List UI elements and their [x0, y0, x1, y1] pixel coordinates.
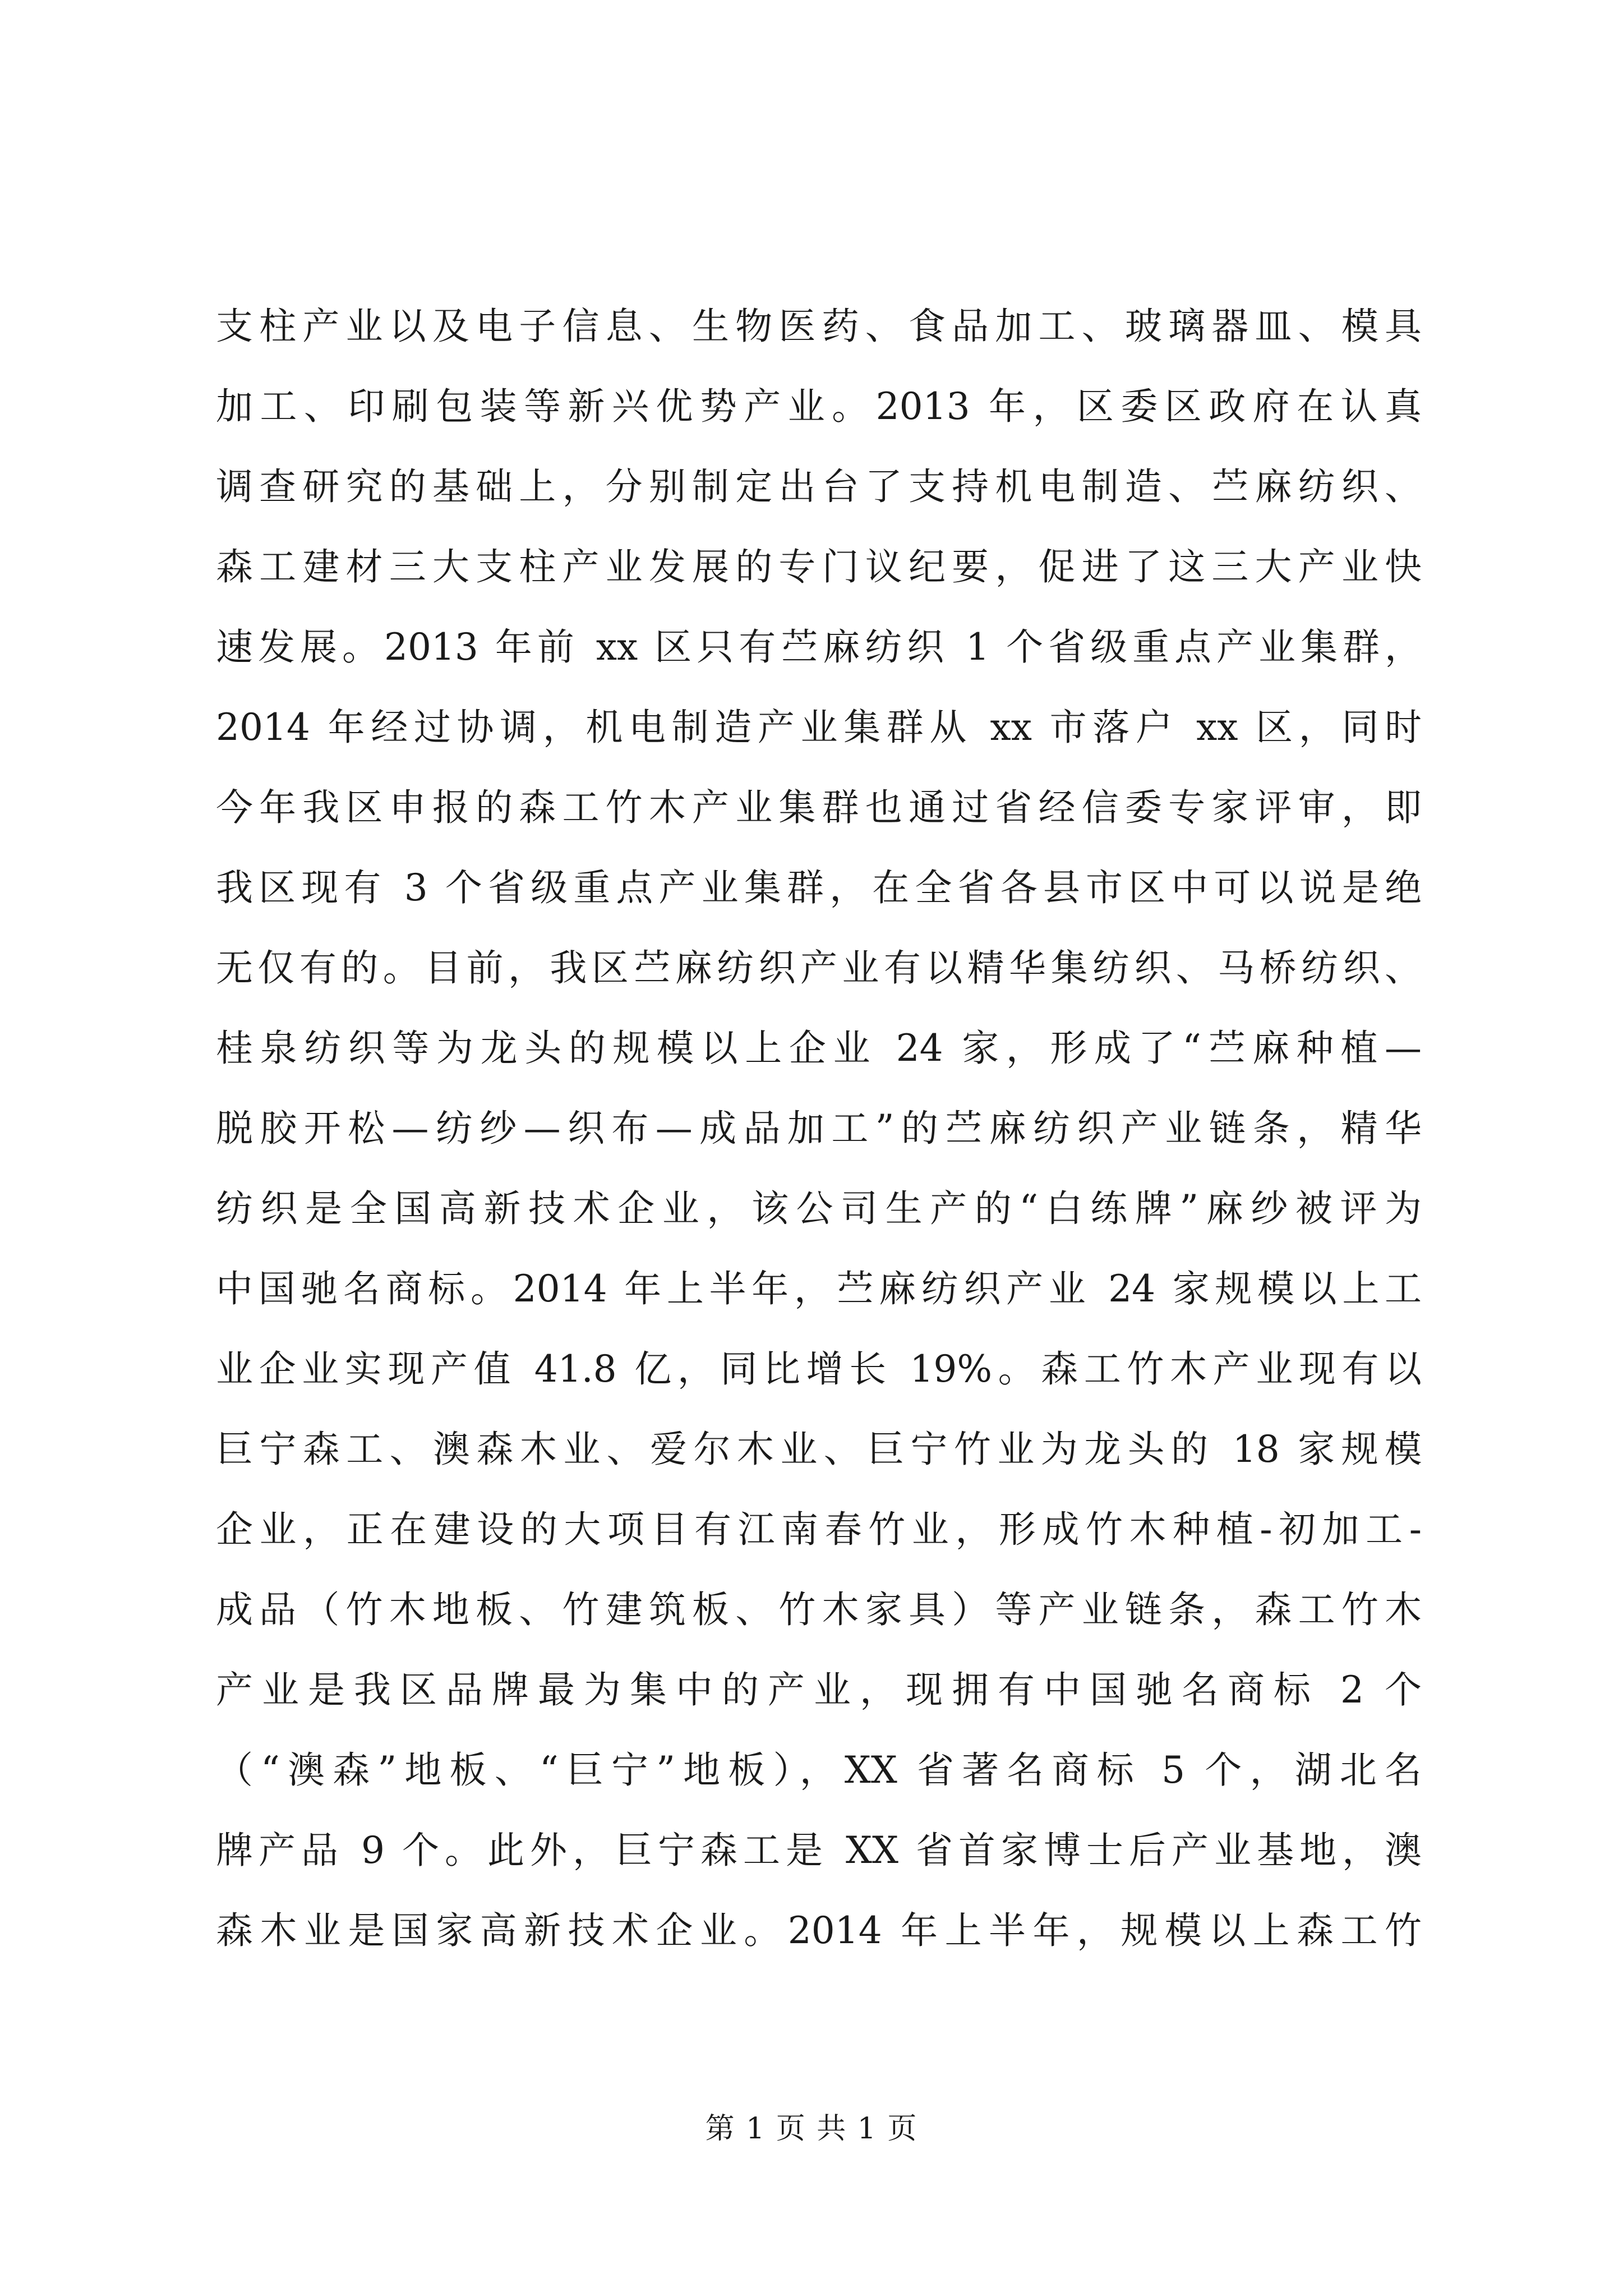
- body-text: [216, 286, 1422, 1971]
- text-line: 加工、印刷包装等新兴优势产业。2013 年，区委区政府在认真: [216, 385, 1422, 428]
- text-line: 2014 年经过协调，机电制造产业集群从 xx 市落户 xx 区，同时: [216, 706, 1422, 749]
- text-line: 支柱产业以及电子信息、生物医药、食品加工、玻璃器皿、模具: [216, 305, 1422, 348]
- text-line: 牌产品 9 个。此外，巨宁森工是 XX 省首家博士后产业基地，澳: [216, 1829, 1422, 1872]
- text-line: 桂泉纺织等为龙头的规模以上企业 24 家，形成了“苎麻种植—: [216, 1027, 1422, 1070]
- text-line: 业企业实现产值 41.8 亿，同比增长 19%。森工竹木产业现有以: [216, 1347, 1422, 1391]
- text-line: 脱胶开松—纺纱—织布—成品加工”的苎麻纺织产业链条，精华: [216, 1107, 1422, 1150]
- text-line: 企业，正在建设的大项目有江南春竹业，形成竹木种植-初加工-: [216, 1508, 1422, 1551]
- text-line: 巨宁森工、澳森木业、爱尔木业、巨宁竹业为龙头的 18 家规模: [216, 1428, 1422, 1471]
- text-line: 成品（竹木地板、竹建筑板、竹木家具）等产业链条，森工竹木: [216, 1588, 1422, 1631]
- text-line: 纺织是全国高新技术企业，该公司生产的“白练牌”麻纱被评为: [216, 1187, 1422, 1230]
- text-line: 产业是我区品牌最为集中的产业，现拥有中国驰名商标 2 个: [216, 1668, 1422, 1711]
- text-line: 无仅有的。目前，我区苎麻纺织产业有以精华集纺织、马桥纺织、: [216, 946, 1422, 990]
- page-number-label: 第 1 页 共 1 页: [705, 2112, 918, 2146]
- text-line: 森木业是国家高新技术企业。2014 年上半年，规模以上森工竹: [216, 1909, 1422, 1952]
- page-footer: [0, 2105, 1623, 2147]
- text-line: 我区现有 3 个省级重点产业集群，在全省各县市区中可以说是绝: [216, 866, 1422, 909]
- text-line: 森工建材三大支柱产业发展的专门议纪要，促进了这三大产业快: [216, 545, 1422, 588]
- text-line: 调查研究的基础上，分别制定出台了支持机电制造、苎麻纺织、: [216, 465, 1422, 508]
- text-line: 今年我区申报的森工竹木产业集群也通过省经信委专家评审，即: [216, 786, 1422, 829]
- text-line: 中国驰名商标。2014 年上半年，苎麻纺织产业 24 家规模以上工: [216, 1267, 1422, 1310]
- text-line: （“澳森”地板、“巨宁”地板），XX 省著名商标 5 个，湖北名: [216, 1749, 1422, 1792]
- text-line: 速发展。2013 年前 xx 区只有苎麻纺织 1 个省级重点产业集群，: [216, 625, 1422, 669]
